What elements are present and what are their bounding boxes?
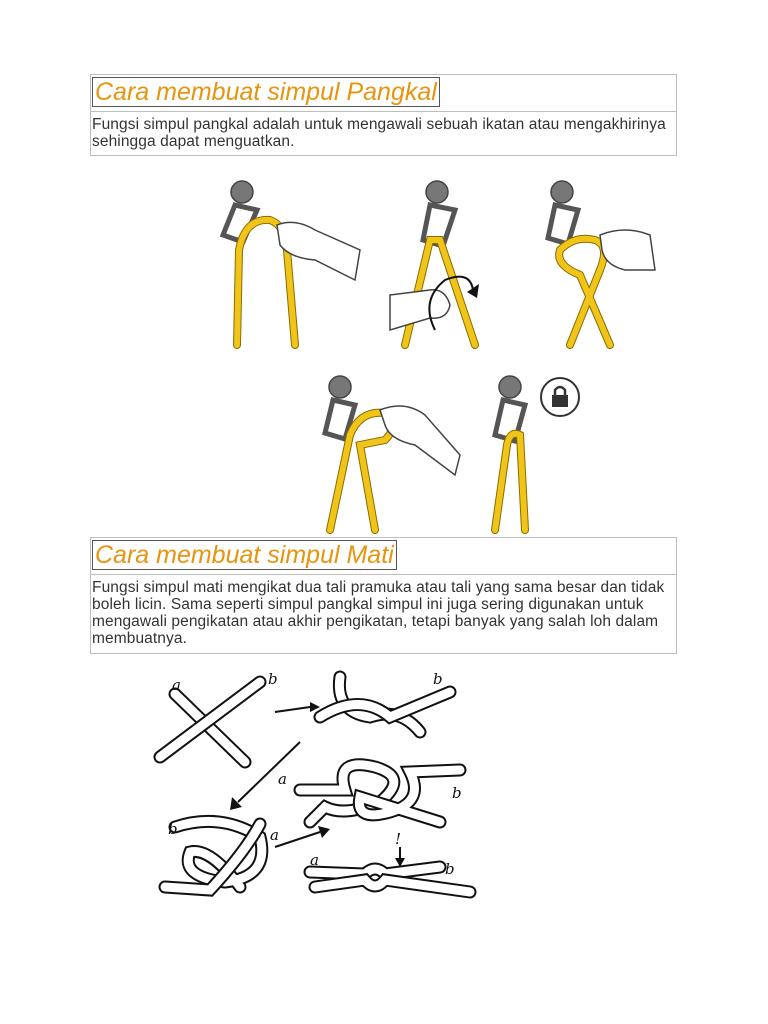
hand-icon <box>390 290 450 330</box>
rope-label-b: b <box>452 784 462 802</box>
arrow-icon <box>275 702 320 712</box>
knot-step-5 <box>310 830 470 892</box>
anchor-bolt-icon <box>329 376 351 398</box>
pangkal-step-4-illustration <box>315 375 465 535</box>
rope-label-b: b <box>433 670 443 688</box>
pangkal-step-3-illustration <box>540 180 660 350</box>
rope-label-a: a <box>172 676 181 694</box>
rope-label-a: a <box>270 826 279 844</box>
anchor-bolt-icon <box>499 376 521 398</box>
pangkal-step-1-illustration <box>215 180 365 350</box>
rope-label-b: b <box>168 820 178 838</box>
hand-icon <box>600 230 655 270</box>
rope-label-a: a <box>310 851 319 869</box>
hand-icon <box>380 406 460 475</box>
knot-step-2 <box>165 670 470 892</box>
section-pangkal <box>90 74 677 156</box>
section-mati-heading-row <box>91 538 676 575</box>
rope-label-b: b <box>445 860 455 878</box>
knot-step-3 <box>165 765 470 892</box>
anchor-bolt-icon <box>231 181 253 203</box>
knot-step-4 <box>275 765 470 892</box>
arrow-icon <box>275 826 330 847</box>
section-mati-description: Fungsi simpul mati mengikat dua tali pramuka atau tali yang sama besar dan tidak boleh licin. Sama seperti simpul pangkal simpul ini juga sering digunakan untuk mengawali pengikatan atau akhir pengikatan, tetapi banyak yang salah loh dalam membuatnya. <box>92 579 665 647</box>
rope-label-b: b <box>268 670 278 688</box>
mati-knot-steps-illustration <box>150 662 480 910</box>
anchor-bolt-icon <box>551 181 573 203</box>
pointer-mark: ! <box>395 830 402 848</box>
rope-label-a: a <box>278 770 287 788</box>
pangkal-step-2-illustration <box>385 180 495 350</box>
section-pangkal-heading: Cara membuat simpul Pangkal <box>92 77 440 107</box>
section-mati-heading: Cara membuat simpul Mati <box>92 540 397 570</box>
section-pangkal-heading-row <box>91 75 676 112</box>
pangkal-step-5-illustration <box>485 375 585 535</box>
anchor-bolt-icon <box>426 181 448 203</box>
section-mati <box>90 537 677 654</box>
knot-step-1 <box>160 670 470 892</box>
section-pangkal-description: Fungsi simpul pangkal adalah untuk mengawali sebuah ikatan atau mengakhirinya sehingga dapat menguatkan. <box>92 116 666 150</box>
